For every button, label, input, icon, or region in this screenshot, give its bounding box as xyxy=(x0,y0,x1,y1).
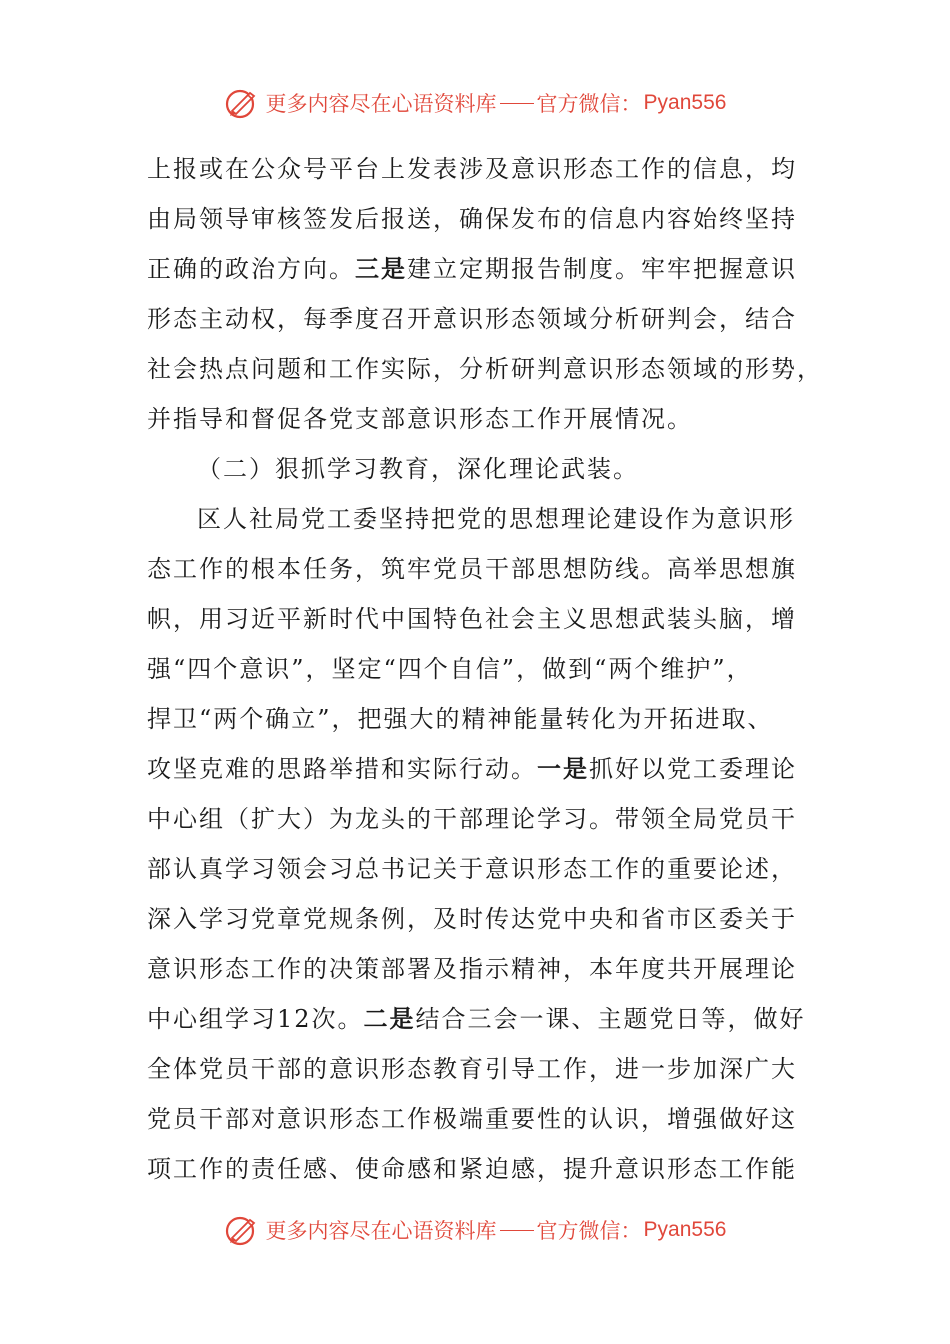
banner-wechat-label: 官方微信： xyxy=(536,92,642,116)
banner-dash xyxy=(500,1230,534,1231)
text-line: 全体党员干部的意识形态教育引导工作，进一步加深广大 xyxy=(147,1055,797,1083)
text-run: 攻坚克难的思路举措和实际行动。 xyxy=(147,755,537,783)
text-line: 社会热点问题和工作实际，分析研判意识形态领域的形势， xyxy=(147,355,823,383)
text-run: 抓好以党工委理论 xyxy=(589,755,797,783)
banner-site-text: 更多内容尽在心语资料库 xyxy=(265,1219,497,1243)
text-line: 意识形态工作的决策部署及指示精神，本年度共开展理论 xyxy=(147,955,797,983)
text-line xyxy=(147,994,807,1044)
header-watermark-banner xyxy=(0,81,950,125)
text-line: 由局领导审核签发后报送，确保发布的信息内容始终坚持 xyxy=(147,205,797,233)
text-line: 中心组（扩大）为龙头的干部理论学习。带领全局党员干 xyxy=(147,805,797,833)
banner-wechat-label: 官方微信： xyxy=(536,1219,642,1243)
banner-site-text: 更多内容尽在心语资料库 xyxy=(265,92,497,116)
pen-logo-icon xyxy=(224,85,260,121)
text-line: 项工作的责任感、使命感和紧迫感，提升意识形态工作能 xyxy=(147,1155,797,1183)
text-line: 深入学习党章党规条例，及时传达党中央和省市区委关于 xyxy=(147,905,797,933)
banner-dash xyxy=(500,103,534,104)
banner-wechat-id: Pyan556 xyxy=(643,1218,727,1241)
text-line: 态工作的根本任务，筑牢党员干部思想防线。高举思想旗 xyxy=(147,555,797,583)
text-line xyxy=(147,744,807,794)
text-line: 部认真学习领会习总书记关于意识形态工作的重要论述， xyxy=(147,855,797,883)
pen-logo-icon xyxy=(224,1212,260,1248)
bold-marker: 二是 xyxy=(363,1004,416,1033)
footer-watermark-banner xyxy=(0,1208,950,1252)
banner-wechat-id: Pyan556 xyxy=(643,91,727,114)
bold-marker: 三是 xyxy=(355,254,407,283)
text-run: 建立定期报告制度。牢牢把握意识 xyxy=(407,255,797,283)
text-line: 强“四个意识”，坚定“四个自信”，做到“两个维护”， xyxy=(147,655,753,683)
document-body xyxy=(147,144,823,1194)
text-line xyxy=(147,244,807,294)
text-line: 捍卫“两个确立”，把强大的精神能量转化为开拓进取、 xyxy=(147,705,774,733)
text-line: 帜，用习近平新时代中国特色社会主义思想武装头脑，增 xyxy=(147,605,797,633)
bold-marker: 一是 xyxy=(537,754,589,783)
text-line: 并指导和督促各党支部意识形态工作开展情况。 xyxy=(147,405,693,433)
text-run: 中心组学习12次。 xyxy=(147,1005,364,1033)
text-run: 正确的政治方向。 xyxy=(147,255,355,283)
text-line: 形态主动权，每季度召开意识形态领域分析研判会，结合 xyxy=(147,305,797,333)
section-heading: （二）狠抓学习教育，深化理论武装。 xyxy=(197,455,639,483)
text-line: 上报或在公众号平台上发表涉及意识形态工作的信息，均 xyxy=(147,155,797,183)
text-run: 结合三会一课、主题党日等，做好 xyxy=(415,1005,806,1033)
text-line: 区人社局党工委坚持把党的思想理论建设作为意识形 xyxy=(197,505,795,533)
text-line: 党员干部对意识形态工作极端重要性的认识，增强做好这 xyxy=(147,1105,797,1133)
